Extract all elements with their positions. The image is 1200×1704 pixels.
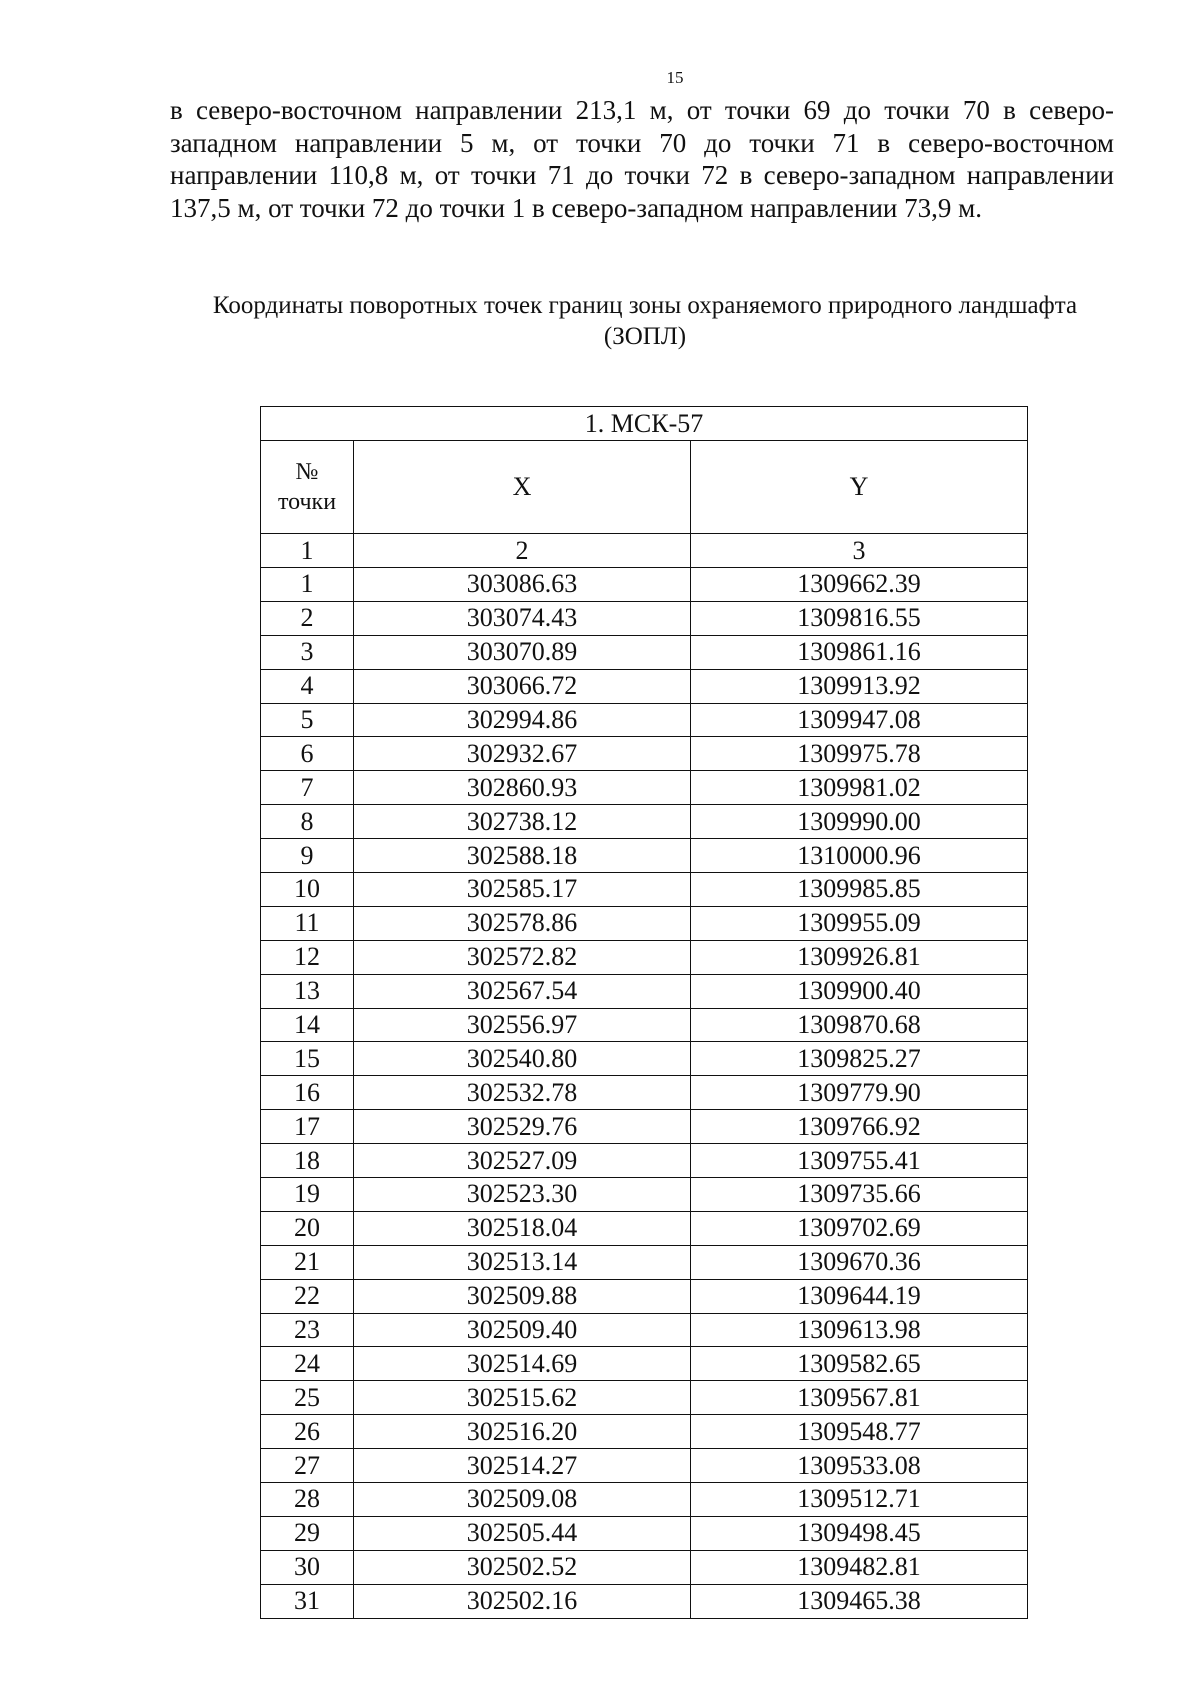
point-number-cell: 30 — [261, 1550, 354, 1584]
y-coordinate-cell: 1309985.85 — [691, 873, 1028, 907]
y-coordinate-cell: 1309662.39 — [691, 568, 1028, 602]
coordinates-table-body — [261, 568, 1028, 1619]
y-coordinate-cell: 1309870.68 — [691, 1008, 1028, 1042]
column-index-cell: 1 — [261, 534, 354, 568]
x-coordinate-cell: 302532.78 — [354, 1076, 691, 1110]
table-row — [261, 1110, 1028, 1144]
point-number-header-line1: № — [295, 459, 319, 485]
table-row — [261, 1211, 1028, 1245]
table-row — [261, 873, 1028, 907]
column-index-row — [261, 534, 1028, 568]
table-row — [261, 1584, 1028, 1618]
x-coordinate-cell: 302514.27 — [354, 1449, 691, 1483]
table-row — [261, 1245, 1028, 1279]
table-row — [261, 906, 1028, 940]
column-index-cell: 3 — [691, 534, 1028, 568]
x-coordinate-cell: 302509.40 — [354, 1313, 691, 1347]
x-coordinate-cell: 303086.63 — [354, 568, 691, 602]
point-number-cell: 12 — [261, 940, 354, 974]
point-number-cell: 31 — [261, 1584, 354, 1618]
y-coordinate-cell: 1309755.41 — [691, 1144, 1028, 1178]
x-coordinate-cell: 302523.30 — [354, 1178, 691, 1212]
table-row — [261, 1449, 1028, 1483]
x-coordinate-cell: 302994.86 — [354, 703, 691, 737]
point-number-cell: 2 — [261, 601, 354, 635]
x-coordinate-cell: 302540.80 — [354, 1042, 691, 1076]
y-coordinate-cell: 1309482.81 — [691, 1550, 1028, 1584]
x-coordinate-cell: 302585.17 — [354, 873, 691, 907]
x-coordinate-cell: 302527.09 — [354, 1144, 691, 1178]
point-number-cell: 28 — [261, 1483, 354, 1517]
point-number-cell: 27 — [261, 1449, 354, 1483]
point-number-cell: 21 — [261, 1245, 354, 1279]
point-number-header-line2: точки — [277, 489, 337, 515]
y-coordinate-cell: 1309981.02 — [691, 771, 1028, 805]
table-row — [261, 1516, 1028, 1550]
x-coordinate-cell: 302572.82 — [354, 940, 691, 974]
x-coordinate-cell: 302529.76 — [354, 1110, 691, 1144]
y-coordinate-cell: 1309465.38 — [691, 1584, 1028, 1618]
y-coordinate-cell: 1309825.27 — [691, 1042, 1028, 1076]
x-column-header: X — [354, 441, 691, 534]
y-coordinate-cell: 1309670.36 — [691, 1245, 1028, 1279]
table-row — [261, 635, 1028, 669]
column-index-cell: 2 — [354, 534, 691, 568]
point-number-cell: 25 — [261, 1381, 354, 1415]
x-coordinate-cell: 303066.72 — [354, 669, 691, 703]
y-coordinate-cell: 1309861.16 — [691, 635, 1028, 669]
table-row — [261, 1313, 1028, 1347]
point-number-cell: 22 — [261, 1279, 354, 1313]
column-header-row — [261, 441, 1028, 534]
y-coordinate-cell: 1309913.92 — [691, 669, 1028, 703]
table-row — [261, 1550, 1028, 1584]
table-row — [261, 1144, 1028, 1178]
x-coordinate-cell: 302502.16 — [354, 1584, 691, 1618]
x-coordinate-cell: 302932.67 — [354, 737, 691, 771]
x-coordinate-cell: 302738.12 — [354, 805, 691, 839]
point-number-header — [261, 441, 354, 534]
table-row — [261, 1483, 1028, 1517]
y-coordinate-cell: 1309947.08 — [691, 703, 1028, 737]
point-number-cell: 18 — [261, 1144, 354, 1178]
x-coordinate-cell: 302515.62 — [354, 1381, 691, 1415]
coordinate-system-label: 1. МСК-57 — [261, 407, 1028, 441]
table-row — [261, 669, 1028, 703]
x-coordinate-cell: 303070.89 — [354, 635, 691, 669]
page-number: 15 — [666, 68, 684, 87]
y-coordinate-cell: 1309926.81 — [691, 940, 1028, 974]
table-row — [261, 737, 1028, 771]
point-number-cell: 15 — [261, 1042, 354, 1076]
x-coordinate-cell: 302516.20 — [354, 1415, 691, 1449]
point-number-cell: 5 — [261, 703, 354, 737]
y-coordinate-cell: 1309498.45 — [691, 1516, 1028, 1550]
y-coordinate-cell: 1309735.66 — [691, 1178, 1028, 1212]
x-coordinate-cell: 302860.93 — [354, 771, 691, 805]
y-coordinate-cell: 1309533.08 — [691, 1449, 1028, 1483]
x-coordinate-cell: 302588.18 — [354, 839, 691, 873]
point-number-cell: 4 — [261, 669, 354, 703]
point-number-cell: 20 — [261, 1211, 354, 1245]
x-coordinate-cell: 302502.52 — [354, 1550, 691, 1584]
coordinates-table — [260, 406, 1028, 1619]
point-number-cell: 1 — [261, 568, 354, 602]
point-number-cell: 10 — [261, 873, 354, 907]
table-row — [261, 1415, 1028, 1449]
table-row — [261, 703, 1028, 737]
x-coordinate-cell: 302556.97 — [354, 1008, 691, 1042]
y-coordinate-cell: 1309955.09 — [691, 906, 1028, 940]
x-coordinate-cell: 302509.08 — [354, 1483, 691, 1517]
x-coordinate-cell: 302518.04 — [354, 1211, 691, 1245]
point-number-cell: 8 — [261, 805, 354, 839]
point-number-cell: 3 — [261, 635, 354, 669]
y-coordinate-cell: 1309582.65 — [691, 1347, 1028, 1381]
point-number-cell: 16 — [261, 1076, 354, 1110]
point-number-cell: 26 — [261, 1415, 354, 1449]
table-row — [261, 1076, 1028, 1110]
x-coordinate-cell: 303074.43 — [354, 601, 691, 635]
y-coordinate-cell: 1309548.77 — [691, 1415, 1028, 1449]
x-coordinate-cell: 302578.86 — [354, 906, 691, 940]
y-coordinate-cell: 1309990.00 — [691, 805, 1028, 839]
table-row — [261, 601, 1028, 635]
x-coordinate-cell: 302505.44 — [354, 1516, 691, 1550]
y-coordinate-cell: 1309779.90 — [691, 1076, 1028, 1110]
point-number-cell: 11 — [261, 906, 354, 940]
point-number-cell: 19 — [261, 1178, 354, 1212]
x-coordinate-cell: 302509.88 — [354, 1279, 691, 1313]
x-coordinate-cell: 302514.69 — [354, 1347, 691, 1381]
y-coordinate-cell: 1309613.98 — [691, 1313, 1028, 1347]
y-coordinate-cell: 1309766.92 — [691, 1110, 1028, 1144]
table-row — [261, 1178, 1028, 1212]
table-row — [261, 1008, 1028, 1042]
point-number-cell: 23 — [261, 1313, 354, 1347]
y-coordinate-cell: 1309816.55 — [691, 601, 1028, 635]
point-number-cell: 17 — [261, 1110, 354, 1144]
y-coordinate-cell: 1309512.71 — [691, 1483, 1028, 1517]
x-coordinate-cell: 302513.14 — [354, 1245, 691, 1279]
point-number-cell: 13 — [261, 974, 354, 1008]
section-heading: Координаты поворотных точек границ зоны охраняемого природного ландшафта (ЗОПЛ) — [212, 292, 1078, 350]
table-row — [261, 1347, 1028, 1381]
table-row — [261, 1279, 1028, 1313]
y-coordinate-cell: 1309702.69 — [691, 1211, 1028, 1245]
point-number-cell: 7 — [261, 771, 354, 805]
table-row — [261, 974, 1028, 1008]
point-number-cell: 29 — [261, 1516, 354, 1550]
table-row — [261, 805, 1028, 839]
y-coordinate-cell: 1310000.96 — [691, 839, 1028, 873]
point-number-cell: 24 — [261, 1347, 354, 1381]
y-coordinate-cell: 1309567.81 — [691, 1381, 1028, 1415]
intro-paragraph: в северо-восточном направлении 213,1 м, от точки 69 до точки 70 в северо-западном направлении 5 м, от точки 70 до точки 71 в северо-восточном направлении 110,8 м, от точки 71 до точки 72 в северо-западном направлении 137,5 м, от точки 72 до точки 1 в северо-западном направлении 73,9 м. — [170, 95, 1114, 223]
table-row — [261, 1042, 1028, 1076]
y-column-header: Y — [691, 441, 1028, 534]
table-row — [261, 940, 1028, 974]
y-coordinate-cell: 1309644.19 — [691, 1279, 1028, 1313]
table-row — [261, 839, 1028, 873]
table-row — [261, 1381, 1028, 1415]
point-number-cell: 9 — [261, 839, 354, 873]
table-row — [261, 568, 1028, 602]
y-coordinate-cell: 1309975.78 — [691, 737, 1028, 771]
x-coordinate-cell: 302567.54 — [354, 974, 691, 1008]
y-coordinate-cell: 1309900.40 — [691, 974, 1028, 1008]
coordinate-system-row — [261, 407, 1028, 441]
point-number-cell: 14 — [261, 1008, 354, 1042]
point-number-cell: 6 — [261, 737, 354, 771]
table-row — [261, 771, 1028, 805]
